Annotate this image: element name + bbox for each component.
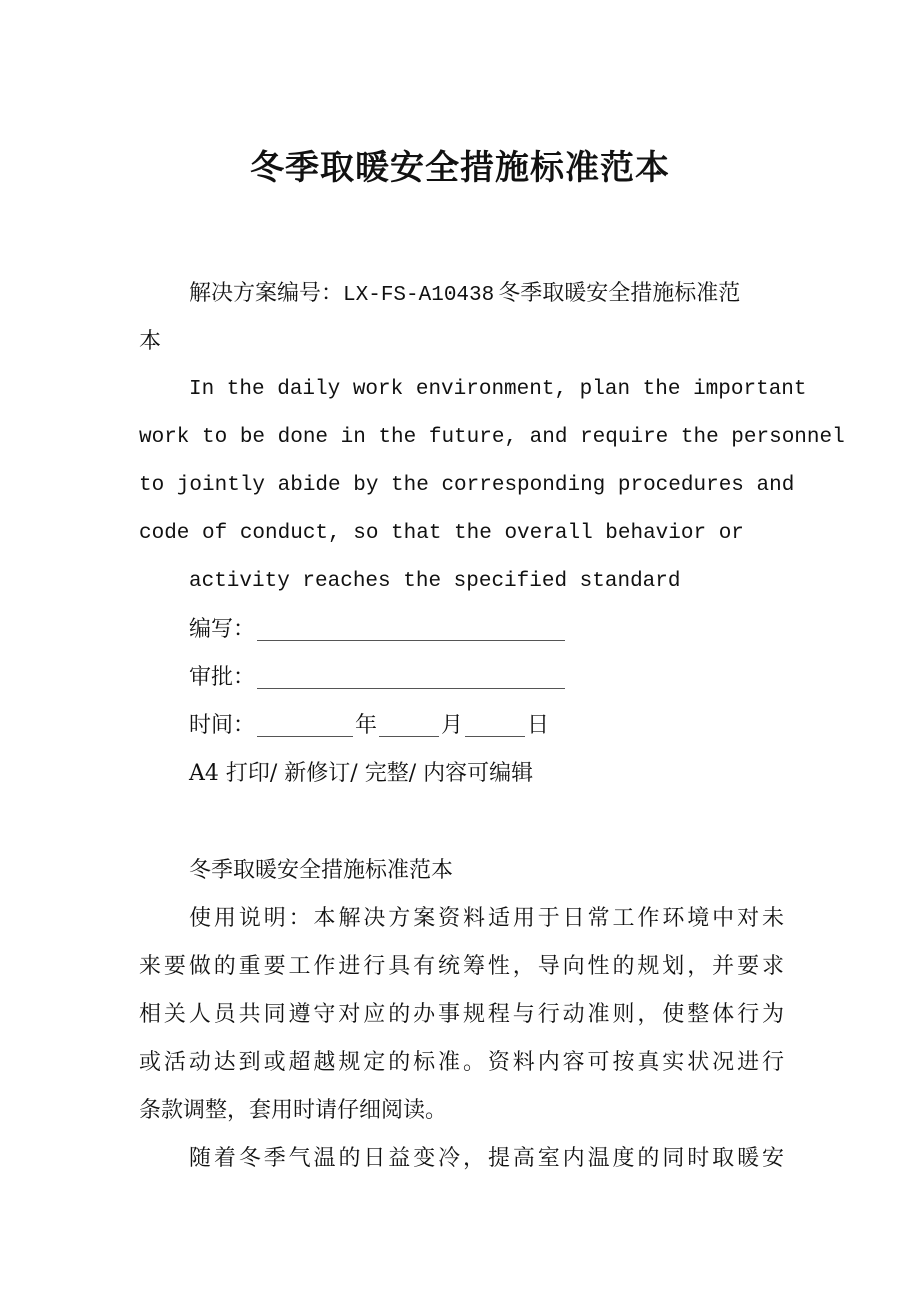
year-blank[interactable]: [257, 712, 353, 737]
solution-number-label: 解决方案编号：: [189, 281, 344, 306]
intro-line-4: code of conduct, so that the overall behavior or: [139, 522, 744, 545]
section-title: 冬季取暖安全措施标准范本: [189, 858, 454, 883]
day-blank[interactable]: [465, 712, 525, 737]
solution-title-continuation: 本: [139, 329, 162, 354]
author-field: [189, 614, 567, 646]
year-label: 年: [355, 713, 378, 738]
solution-title-part1: 冬季取暖安全措施标准范: [498, 281, 741, 306]
author-label: 编写：: [189, 617, 256, 642]
intro-line-3: to jointly abide by the corresponding procedures and: [139, 474, 795, 497]
print-note: A4 打印/ 新修订/ 完整/ 内容可编辑: [189, 761, 534, 786]
solution-number-line: [189, 278, 784, 312]
intro-line-1: In the daily work environment, plan the important: [189, 378, 807, 401]
usage-line-5: 条款调整，套用时请仔细阅读。: [139, 1098, 448, 1123]
solution-number-value: LX-FS-A10438: [343, 284, 495, 307]
time-field: [189, 710, 549, 742]
body-line-1: 随着冬季气温的日益变冷，提高室内温度的同时取暖安: [189, 1146, 784, 1171]
intro-line-5: activity reaches the specified standard: [189, 570, 681, 593]
author-blank[interactable]: [257, 616, 565, 641]
approver-label: 审批：: [189, 665, 256, 690]
document-title: 冬季取暖安全措施标准范本: [250, 148, 670, 188]
usage-line-4: 或活动达到或超越规定的标准。资料内容可按真实状况进行: [139, 1050, 784, 1075]
approver-field: [189, 662, 567, 694]
time-label: 时间：: [189, 713, 256, 738]
usage-line-2: 来要做的重要工作进行具有统筹性，导向性的规划，并要求: [139, 954, 784, 979]
day-label: 日: [527, 713, 550, 738]
usage-line-1: 使用说明：本解决方案资料适用于日常工作环境中对未: [189, 906, 784, 931]
intro-line-2: work to be done in the future, and require the personnel: [139, 426, 845, 449]
usage-line-3: 相关人员共同遵守对应的办事规程与行动准则，使整体行为: [139, 1002, 784, 1027]
month-blank[interactable]: [379, 712, 439, 737]
approver-blank[interactable]: [257, 664, 565, 689]
month-label: 月: [441, 713, 464, 738]
